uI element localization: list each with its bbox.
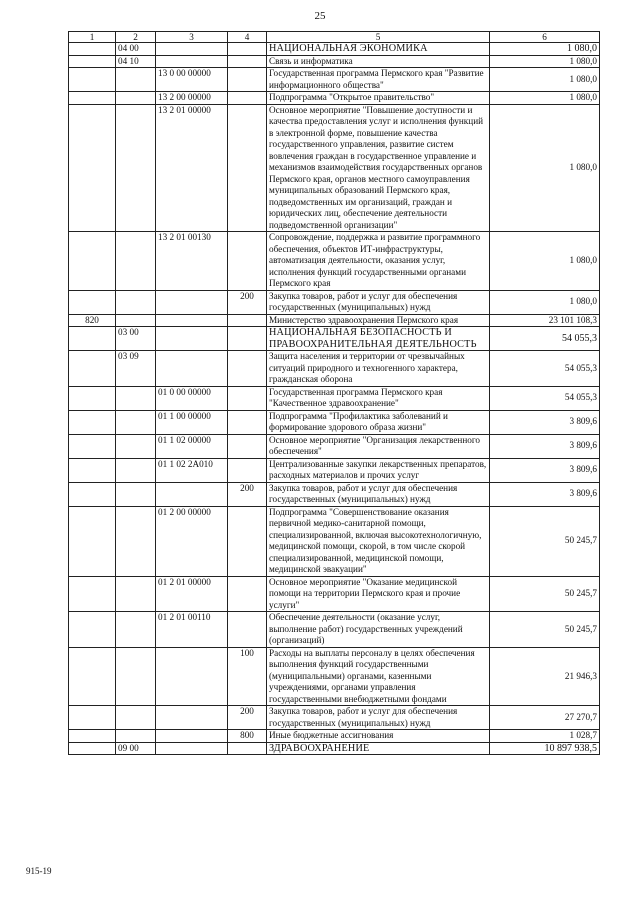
amount: 3 809,6 [490,458,600,482]
column-header: 1 [69,32,116,43]
item-description: НАЦИОНАЛЬНАЯ ЭКОНОМИКА [267,43,490,56]
item-description: Основное мероприятие "Повышение доступности и качества предоставления услуг и исполнения функций в электронной форме, повышение качества государственного управления, развитие систем вовлечения граждан в государственное управление и механизмов взаимодействия государственных органов Пермского края, органов местного самоуправления муниципальных образований Пермского края, подведомственных им организаций, граждан и юридических лиц, обеспечение деятельности подведомственной организации" [267,104,490,232]
item-description: Защита населения и территории от чрезвычайных ситуаций природного и техногенного характера, гражданская оборона [267,351,490,387]
expense-type-code [228,104,267,232]
amount: 54 055,3 [490,386,600,410]
budget-table [68,31,600,755]
section-code [116,410,156,434]
target-article-code: 01 1 02 00000 [156,434,228,458]
ministry-code [69,104,116,232]
item-description: Расходы на выплаты персоналу в целях обеспечения выполнения функций государственными (муниципальными) органами, казенными учреждениями, органами управления государственными внебюджетными фондами [267,647,490,706]
item-description: Иные бюджетные ассигнования [267,730,490,743]
table-row [69,730,600,743]
amount: 10 897 938,5 [490,742,600,755]
section-code [116,730,156,743]
item-description: ЗДРАВООХРАНЕНИЕ [267,742,490,755]
section-code: 03 00 [116,327,156,351]
ministry-code [69,55,116,68]
section-code [116,290,156,314]
table-row [69,290,600,314]
target-article-code: 01 2 01 00000 [156,576,228,612]
table-row [69,458,600,482]
ministry-code [69,434,116,458]
table-header-row [69,32,600,43]
expense-type-code [228,506,267,576]
item-description: Обеспечение деятельности (оказание услуг, выполнение работ) государственных учреждений (организаций) [267,612,490,648]
item-description: Государственная программа Пермского края "Развитие информационного общества" [267,68,490,92]
table-row [69,706,600,730]
amount: 1 080,0 [490,55,600,68]
column-header: 3 [156,32,228,43]
target-article-code [156,730,228,743]
table-row [69,482,600,506]
item-description: Государственная программа Пермского края "Качественное здравоохранение" [267,386,490,410]
item-description: Подпрограмма "Открытое правительство" [267,92,490,105]
target-article-code [156,290,228,314]
document-code: 915-19 [26,866,52,876]
item-description: Закупка товаров, работ и услуг для обеспечения государственных (муниципальных) нужд [267,706,490,730]
ministry-code [69,612,116,648]
expense-type-code: 200 [228,290,267,314]
table-row [69,612,600,648]
amount: 54 055,3 [490,351,600,387]
target-article-code: 01 0 00 00000 [156,386,228,410]
amount: 1 080,0 [490,43,600,56]
expense-type-code [228,92,267,105]
section-code [116,434,156,458]
ministry-code [69,386,116,410]
amount: 21 946,3 [490,647,600,706]
item-description: НАЦИОНАЛЬНАЯ БЕЗОПАСНОСТЬ И ПРАВООХРАНИТЕЛЬНАЯ ДЕЯТЕЛЬНОСТЬ [267,327,490,351]
amount: 50 245,7 [490,612,600,648]
expense-type-code [228,55,267,68]
expense-type-code [228,386,267,410]
section-code: 03 09 [116,351,156,387]
section-code [116,386,156,410]
ministry-code [69,706,116,730]
ministry-code: 820 [69,314,116,327]
amount: 1 080,0 [490,232,600,291]
target-article-code: 01 1 02 2А010 [156,458,228,482]
ministry-code [69,43,116,56]
expense-type-code [228,458,267,482]
target-article-code [156,351,228,387]
table-row [69,434,600,458]
ministry-code [69,290,116,314]
table-row [69,92,600,105]
item-description: Министерство здравоохранения Пермского края [267,314,490,327]
expense-type-code [228,327,267,351]
item-description: Основное мероприятие "Оказание медицинской помощи на территории Пермского края и прочие услуги" [267,576,490,612]
table-row [69,410,600,434]
item-description: Подпрограмма "Профилактика заболеваний и формирование здорового образа жизни" [267,410,490,434]
section-code [116,458,156,482]
expense-type-code [228,351,267,387]
ministry-code [69,351,116,387]
table-row [69,55,600,68]
column-header: 6 [490,32,600,43]
amount: 27 270,7 [490,706,600,730]
expense-type-code [228,68,267,92]
amount: 3 809,6 [490,410,600,434]
ministry-code [69,730,116,743]
item-description: Закупка товаров, работ и услуг для обеспечения государственных (муниципальных) нужд [267,482,490,506]
amount: 50 245,7 [490,576,600,612]
expense-type-code [228,43,267,56]
expense-type-code: 800 [228,730,267,743]
table-row [69,647,600,706]
table-row [69,232,600,291]
expense-type-code: 100 [228,647,267,706]
item-description: Закупка товаров, работ и услуг для обеспечения государственных (муниципальных) нужд [267,290,490,314]
table-row [69,576,600,612]
ministry-code [69,458,116,482]
ministry-code [69,232,116,291]
column-header: 2 [116,32,156,43]
item-description: Основное мероприятие "Организация лекарственного обеспечения" [267,434,490,458]
table-row [69,43,600,56]
amount: 3 809,6 [490,434,600,458]
expense-type-code [228,434,267,458]
section-code [116,68,156,92]
item-description: Подпрограмма "Совершенствование оказания первичной медико-санитарной помощи, специализированной, включая высокотехнологичную, медицинской помощи, скорой, в том числе скорой специализированной, медицинской помощи, медицинской эвакуации" [267,506,490,576]
expense-type-code [228,314,267,327]
section-code [116,232,156,291]
table-row [69,104,600,232]
expense-type-code: 200 [228,482,267,506]
column-header: 5 [267,32,490,43]
target-article-code [156,327,228,351]
section-code [116,506,156,576]
ministry-code [69,647,116,706]
expense-type-code: 200 [228,706,267,730]
amount: 1 080,0 [490,290,600,314]
ministry-code [69,742,116,755]
expense-type-code [228,232,267,291]
amount: 1 080,0 [490,68,600,92]
table-row [69,68,600,92]
ministry-code [69,68,116,92]
section-code [116,104,156,232]
target-article-code [156,647,228,706]
table-row [69,314,600,327]
item-description: Централизованные закупки лекарственных препаратов, расходных материалов и прочих услуг [267,458,490,482]
section-code [116,576,156,612]
expense-type-code [228,742,267,755]
expense-type-code [228,612,267,648]
amount: 1 028,7 [490,730,600,743]
ministry-code [69,410,116,434]
target-article-code [156,742,228,755]
table-row [69,506,600,576]
section-code [116,92,156,105]
page-number: 25 [314,10,326,22]
amount: 23 101 108,3 [490,314,600,327]
section-code [116,706,156,730]
table-row [69,742,600,755]
table-row [69,327,600,351]
amount: 3 809,6 [490,482,600,506]
item-description: Связь и информатика [267,55,490,68]
section-code [116,612,156,648]
ministry-code [69,482,116,506]
amount: 1 080,0 [490,92,600,105]
target-article-code: 13 2 00 00000 [156,92,228,105]
target-article-code: 01 2 01 00110 [156,612,228,648]
expense-type-code [228,410,267,434]
section-code: 04 00 [116,43,156,56]
column-header: 4 [228,32,267,43]
section-code [116,482,156,506]
ministry-code [69,506,116,576]
ministry-code [69,576,116,612]
target-article-code: 13 2 01 00130 [156,232,228,291]
amount: 50 245,7 [490,506,600,576]
section-code: 09 00 [116,742,156,755]
amount: 54 055,3 [490,327,600,351]
target-article-code [156,43,228,56]
section-code [116,647,156,706]
target-article-code [156,706,228,730]
table-row [69,386,600,410]
section-code: 04 10 [116,55,156,68]
amount: 1 080,0 [490,104,600,232]
ministry-code [69,92,116,105]
target-article-code [156,482,228,506]
target-article-code [156,55,228,68]
target-article-code: 01 1 00 00000 [156,410,228,434]
table-row [69,351,600,387]
item-description: Сопровождение, поддержка и развитие программного обеспечения, объектов ИТ-инфраструктуры, автоматизация деятельности, оказания услуг, исполнения функций государственными органами Пермского края [267,232,490,291]
target-article-code: 13 2 01 00000 [156,104,228,232]
target-article-code [156,314,228,327]
expense-type-code [228,576,267,612]
target-article-code: 13 0 00 00000 [156,68,228,92]
section-code [116,314,156,327]
ministry-code [69,327,116,351]
target-article-code: 01 2 00 00000 [156,506,228,576]
